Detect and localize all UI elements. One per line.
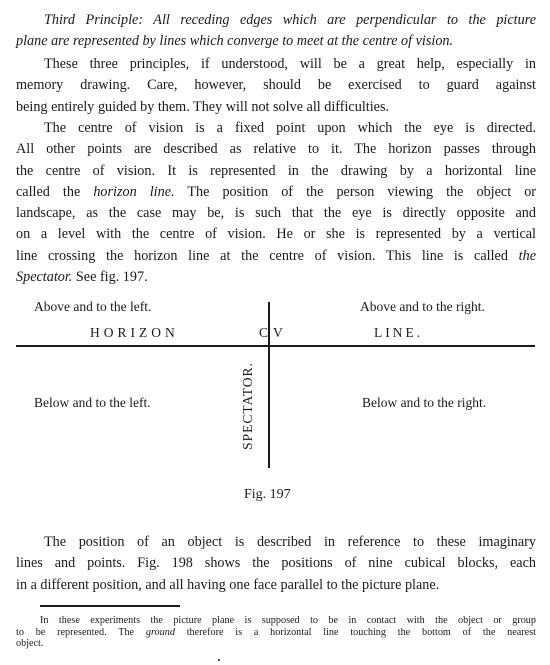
third-principle-paragraph: [16, 10, 536, 53]
para2-line-7: [16, 246, 536, 267]
para1-line-3: being entirely guided by them. They will not solve all difficulties.: [16, 98, 390, 115]
label-c: C: [259, 325, 269, 340]
figure-caption: Fig. 197: [244, 487, 291, 502]
figure-197: [0, 290, 550, 510]
para2-line-8-post: See fig. 197.: [75, 269, 148, 286]
label-v: V: [273, 325, 283, 340]
spectator-term: Spectator.: [16, 269, 73, 286]
para2-line-5: landscape, as the case may be, is such that the eye is directly opposite and: [16, 205, 536, 222]
footnote-line-2-pre: to be represented. The: [16, 626, 135, 638]
label-spectator: SPECTATOR.: [240, 362, 255, 450]
label-horizon: HORIZON: [90, 325, 179, 340]
spectator-line: [268, 302, 270, 468]
horizon-line: [16, 345, 535, 347]
footnote-line-3: object.: [16, 638, 44, 649]
para1-line-2: memory drawing. Care, however, should be exercised to guard against: [16, 77, 536, 94]
para2-line-4-post: The position of the person viewing the object or: [187, 183, 537, 200]
footnote-line-2: [16, 627, 536, 639]
para3-line-3: in a different position, and all having one face parallel to the picture plane.: [16, 576, 440, 593]
footnote-line-1: In these experiments the picture plane is supposed to be in contact with the object or group: [40, 615, 536, 626]
ground-term: ground: [145, 626, 175, 638]
para2-line-6: on a level with the centre of vision. He or she is represented by a vertical: [16, 226, 536, 243]
footnote: [16, 615, 536, 650]
principle-line-1: Third Principle: All receding edges which are perpendicular to the picture: [44, 12, 536, 28]
page-mark-dot: [218, 659, 220, 661]
horizon-line-term: horizon line.: [93, 183, 175, 200]
principles-help-paragraph: [16, 54, 536, 118]
centre-of-vision-paragraph: [16, 118, 536, 288]
object-position-paragraph: [16, 532, 536, 596]
footnote-rule: [40, 605, 180, 607]
para2-line-4-pre: called the: [16, 183, 81, 200]
the-term: the: [518, 247, 537, 264]
principle-line-2: plane are represented by lines which converge to meet at the centre of vision.: [16, 33, 454, 50]
para3-line-2: lines and points. Fig. 198 shows the positions of nine cubical blocks, each: [16, 555, 536, 572]
para2-line-1: The centre of vision is a fixed point upon which the eye is directed.: [44, 120, 536, 136]
para2-line-3: the centre of vision. It is represented in the drawing by a horizontal line: [16, 162, 536, 179]
label-above-right: Above and to the right.: [360, 299, 485, 314]
para2-line-2: All other points are described as relative to it. The horizon passes through: [16, 141, 536, 158]
para2-line-7-pre: line crossing the horizon line at the centre of vision. This line is called: [16, 247, 508, 264]
label-below-right: Below and to the right.: [362, 395, 487, 410]
label-above-left: Above and to the left.: [34, 299, 152, 314]
footnote-line-2-post: therefore is a horizontal line touching the bottom of the nearest: [186, 626, 537, 638]
para2-line-8: [16, 267, 536, 288]
label-line: LINE.: [374, 325, 424, 340]
label-below-left: Below and to the left.: [34, 395, 151, 410]
para2-line-4: [16, 182, 536, 203]
para1-line-1: These three principles, if understood, will be a great help, especially in: [44, 56, 536, 72]
para3-line-1: The position of an object is described in reference to these imaginary: [44, 534, 536, 550]
